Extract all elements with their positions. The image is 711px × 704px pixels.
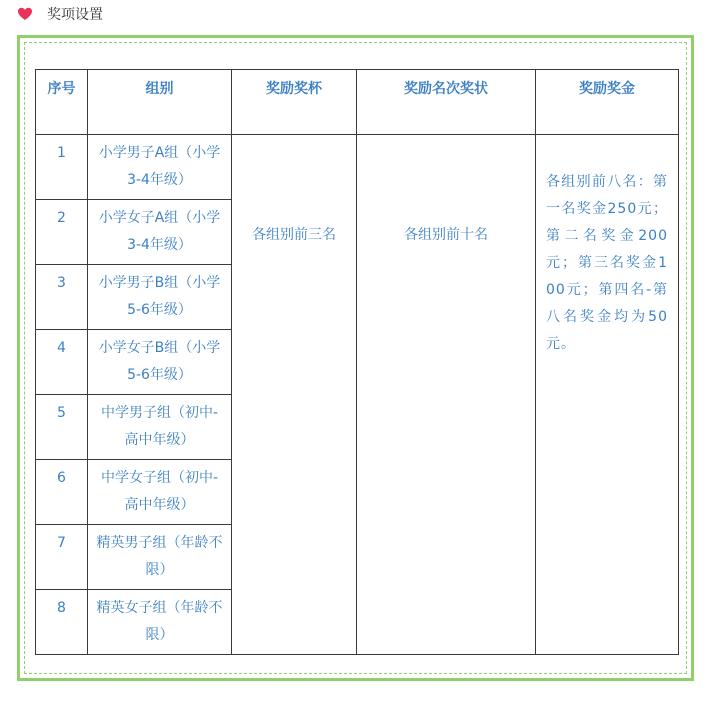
row-number: 5	[36, 395, 88, 460]
row-number: 1	[36, 135, 88, 200]
certificate-cell: 各组别前十名	[357, 135, 536, 655]
header-certificate: 奖励名次奖状	[357, 70, 536, 135]
prize-money-cell: 各组别前八名：第一名奖金250元；第二名奖金200元；第三名奖金100元；第四名-第八名奖金均为50元。	[536, 135, 679, 655]
row-number: 8	[36, 590, 88, 655]
row-number: 2	[36, 200, 88, 265]
header-trophy: 奖励奖杯	[232, 70, 357, 135]
awards-table	[35, 69, 679, 655]
header-number: 序号	[36, 70, 88, 135]
section-title: 奖项设置	[47, 7, 103, 23]
row-group: 中学男子组（初中-高中年级）	[88, 395, 232, 460]
row-group: 中学女子组（初中-高中年级）	[88, 460, 232, 525]
row-group: 精英男子组（年龄不限）	[88, 525, 232, 590]
row-number: 3	[36, 265, 88, 330]
table-header-row	[36, 70, 679, 135]
header-group: 组别	[88, 70, 232, 135]
row-group: 小学男子A组（小学3-4年级）	[88, 135, 232, 200]
row-group: 精英女子组（年龄不限）	[88, 590, 232, 655]
row-number: 7	[36, 525, 88, 590]
row-group: 小学女子B组（小学5-6年级）	[88, 330, 232, 395]
row-group: 小学女子A组（小学3-4年级）	[88, 200, 232, 265]
table-row	[36, 135, 679, 200]
header-prize-money: 奖励奖金	[536, 70, 679, 135]
section-heading	[17, 4, 103, 24]
heart-icon	[17, 6, 33, 22]
row-number: 6	[36, 460, 88, 525]
trophy-cell: 各组别前三名	[232, 135, 357, 655]
row-group: 小学男子B组（小学5-6年级）	[88, 265, 232, 330]
row-number: 4	[36, 330, 88, 395]
